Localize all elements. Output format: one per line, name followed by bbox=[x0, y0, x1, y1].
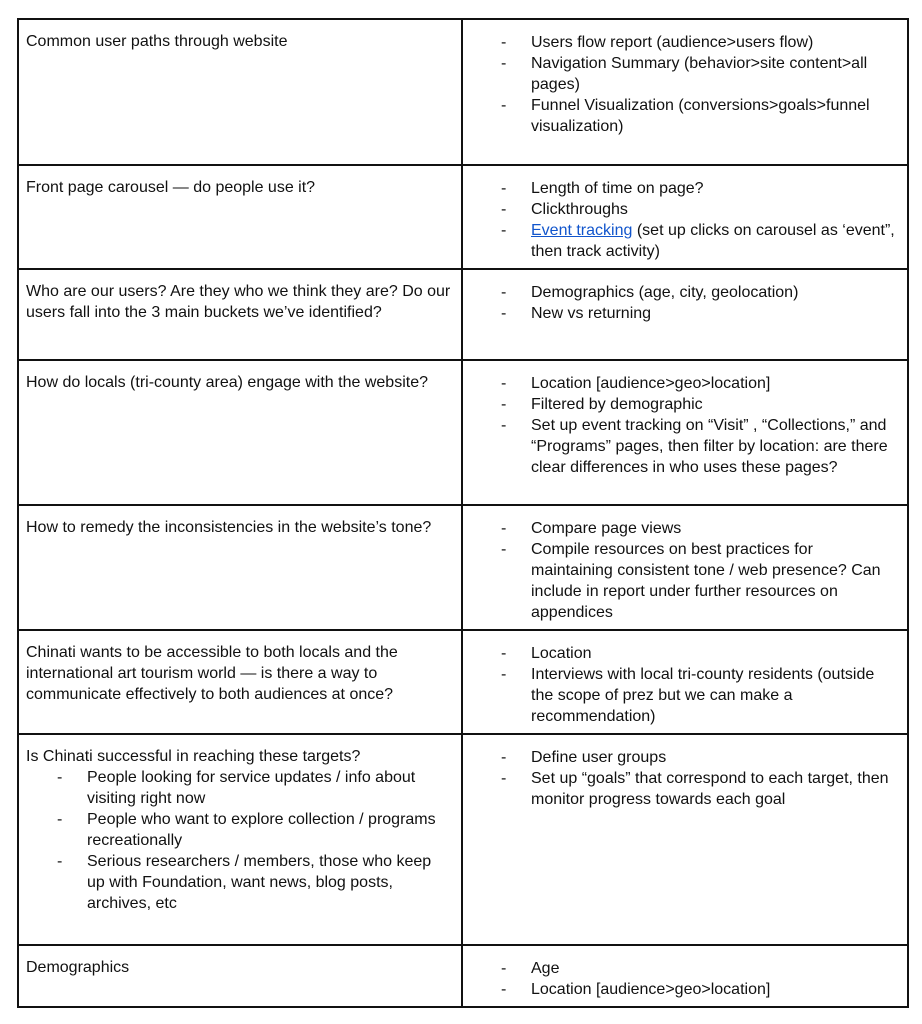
target-list bbox=[19, 767, 461, 920]
answer-cell bbox=[462, 165, 908, 269]
question-text: How do locals (tri-county area) engage with the website? bbox=[26, 374, 428, 391]
answer-list bbox=[463, 270, 907, 330]
answer-cell bbox=[462, 630, 908, 734]
list-item: - Age bbox=[531, 958, 899, 979]
question-cell bbox=[18, 505, 462, 630]
question-cell bbox=[18, 269, 462, 360]
answer-list bbox=[463, 20, 907, 143]
answer-list bbox=[463, 361, 907, 484]
list-item: - Set up event tracking on “Visit” , “Collections,” and “Programs” pages, then filter by location: are there clear differences in who uses these pages? bbox=[531, 415, 899, 478]
question-text: Who are our users? Are they who we think they are? Do our users fall into the 3 main buckets we’ve identified? bbox=[26, 283, 451, 321]
question-text: Demographics bbox=[26, 959, 130, 976]
list-item: - Compile resources on best practices for maintaining consistent tone / web presence? Can include in report under further resources on appendices bbox=[531, 539, 899, 623]
list-item: - Serious researchers / members, those who keep up with Foundation, want news, blog posts, archives, etc bbox=[87, 851, 453, 914]
table-row bbox=[18, 269, 908, 360]
answer-cell bbox=[462, 505, 908, 630]
list-item: - Location bbox=[531, 643, 899, 664]
answer-list bbox=[463, 946, 907, 1006]
event-tracking-link[interactable]: Event tracking bbox=[531, 222, 633, 239]
question-cell bbox=[18, 165, 462, 269]
list-item: - Navigation Summary (behavior>site content>all pages) bbox=[531, 53, 899, 95]
list-item: - Length of time on page? bbox=[531, 178, 899, 199]
list-item: - Clickthroughs bbox=[531, 199, 899, 220]
list-item: - Filtered by demographic bbox=[531, 394, 899, 415]
list-item: - Users flow report (audience>users flow) bbox=[531, 32, 899, 53]
table-row bbox=[18, 945, 908, 1007]
list-item: - Location [audience>geo>location] bbox=[531, 979, 899, 1000]
question-cell bbox=[18, 945, 462, 1007]
question-cell bbox=[18, 734, 462, 945]
question-text: Chinati wants to be accessible to both locals and the international art tourism world — is there a way to communicate effectively to both audiences at once? bbox=[26, 644, 398, 703]
list-item: - People looking for service updates / info about visiting right now bbox=[87, 767, 453, 809]
list-item: - Interviews with local tri-county residents (outside the scope of prez but we can make a recommendation) bbox=[531, 664, 899, 727]
answer-list bbox=[463, 166, 907, 268]
list-item bbox=[531, 220, 899, 262]
question-cell bbox=[18, 19, 462, 165]
table-row bbox=[18, 360, 908, 505]
table-row bbox=[18, 734, 908, 945]
question-cell bbox=[18, 360, 462, 505]
list-item: - Define user groups bbox=[531, 747, 899, 768]
answer-list bbox=[463, 631, 907, 733]
list-item: - Compare page views bbox=[531, 518, 899, 539]
question-text: Common user paths through website bbox=[26, 33, 288, 50]
answer-cell bbox=[462, 269, 908, 360]
list-item: - People who want to explore collection / programs recreationally bbox=[87, 809, 453, 851]
list-item: - Demographics (age, city, geolocation) bbox=[531, 282, 899, 303]
answer-list bbox=[463, 735, 907, 816]
link-item-rest: (set up clicks on carousel as ‘event”, then track activity) bbox=[531, 222, 895, 260]
list-item: - New vs returning bbox=[531, 303, 899, 324]
questions-table bbox=[17, 18, 909, 1008]
answer-cell bbox=[462, 19, 908, 165]
answer-cell bbox=[462, 360, 908, 505]
question-cell bbox=[18, 630, 462, 734]
question-text: Front page carousel — do people use it? bbox=[26, 179, 316, 196]
answer-cell bbox=[462, 734, 908, 945]
answer-cell bbox=[462, 945, 908, 1007]
table-row bbox=[18, 19, 908, 165]
list-item: - Funnel Visualization (conversions>goals>funnel visualization) bbox=[531, 95, 899, 137]
table-row bbox=[18, 505, 908, 630]
list-item: - Location [audience>geo>location] bbox=[531, 373, 899, 394]
table-row bbox=[18, 630, 908, 734]
answer-list bbox=[463, 506, 907, 629]
table-row bbox=[18, 165, 908, 269]
question-text: Is Chinati successful in reaching these targets? bbox=[26, 748, 361, 765]
question-text: How to remedy the inconsistencies in the website’s tone? bbox=[26, 519, 432, 536]
list-item: - Set up “goals” that correspond to each target, then monitor progress towards each goal bbox=[531, 768, 899, 810]
